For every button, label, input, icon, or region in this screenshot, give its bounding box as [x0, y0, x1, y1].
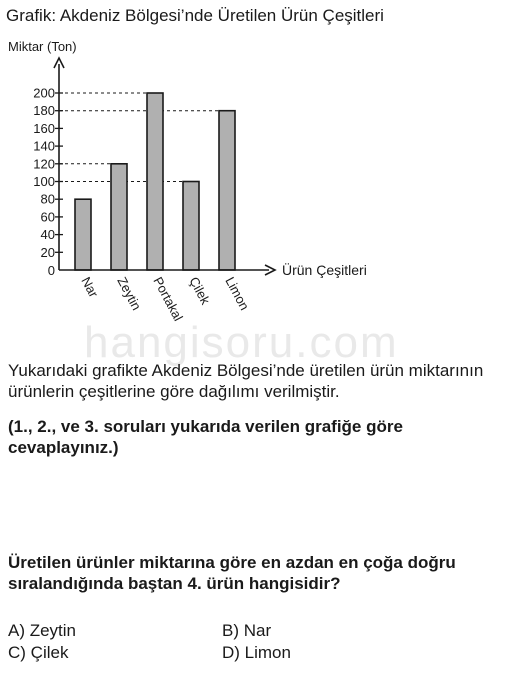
- question-text: Üretilen ürünler miktarına göre en azdan en çoğa doğru sıralandığında baştan 4. ürün hangisidir?: [8, 553, 456, 593]
- y-tick-label: 20: [40, 244, 55, 260]
- y-tick-label: 60: [40, 209, 55, 225]
- watermark: hangisoru.com: [84, 318, 399, 367]
- x-tick-label: Çilek: [186, 274, 214, 307]
- y-tick-label: 0: [47, 263, 55, 278]
- y-tick-label: 120: [33, 156, 55, 172]
- y-tick-label: 160: [33, 120, 55, 136]
- x-tick-label: Portakal: [150, 274, 186, 324]
- x-axis-label: Ürün Çeşitleri: [282, 262, 367, 278]
- instruction-note: (1., 2., ve 3. soruları yukarıda verilen grafiğe göre cevaplayınız.): [8, 417, 403, 457]
- x-tick-label: Nar: [78, 274, 102, 300]
- option-d[interactable]: D) Limon: [222, 643, 291, 662]
- y-tick-label: 100: [33, 174, 55, 189]
- bar-çilek: [183, 182, 199, 271]
- option-b[interactable]: B) Nar: [222, 621, 272, 640]
- y-tick-label: 180: [33, 103, 55, 119]
- x-tick-label: Limon: [222, 274, 253, 313]
- x-tick-label: Zeytin: [114, 274, 145, 313]
- y-tick-label: 140: [33, 138, 55, 154]
- chart-title: Grafik: Akdeniz Bölgesi’nde Üretilen Ürün Çeşitleri: [6, 6, 384, 25]
- option-c[interactable]: C) Çilek: [8, 643, 69, 662]
- y-tick-label: 40: [40, 227, 55, 243]
- y-axis-label: Miktar (Ton): [8, 39, 77, 54]
- bar-limon: [219, 111, 235, 270]
- y-tick-label: 200: [33, 85, 55, 101]
- intro-paragraph: Yukarıdaki grafikte Akdeniz Bölgesi’nde üretilen ürün miktarının ürünlerin çeşitlerine göre dağılımı verilmiştir.: [8, 361, 484, 401]
- y-tick-label: 80: [40, 191, 55, 207]
- bar-zeytin: [111, 164, 127, 270]
- bar-nar: [75, 199, 91, 270]
- bar-portakal: [147, 93, 163, 270]
- option-a[interactable]: A) Zeytin: [8, 621, 77, 640]
- bar-chart: [0, 30, 506, 330]
